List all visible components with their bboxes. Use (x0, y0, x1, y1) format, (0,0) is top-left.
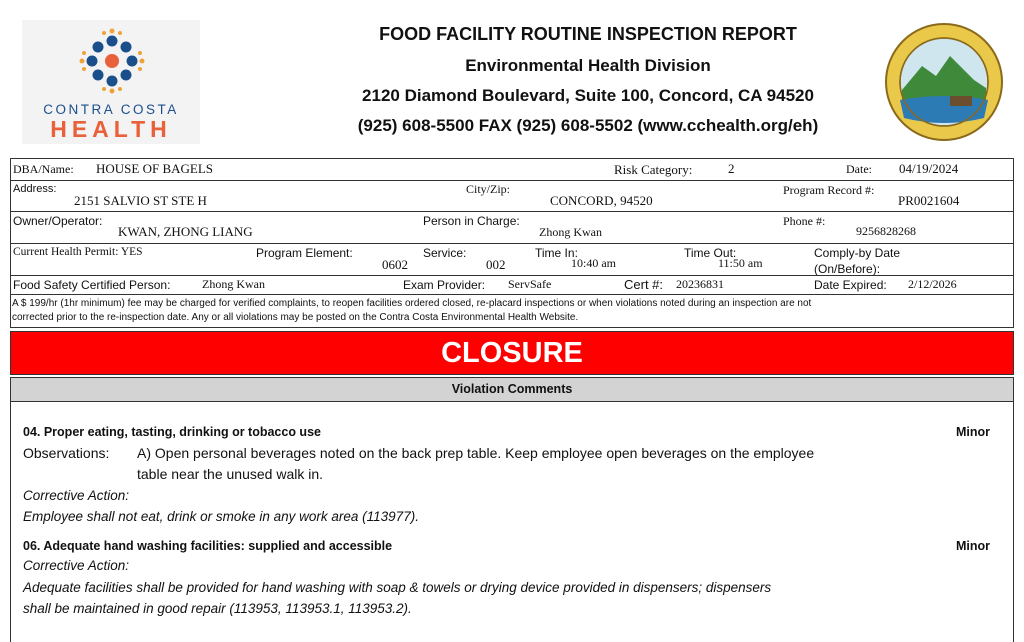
violation-04-title: 04. Proper eating, tasting, drinking or tobacco use (23, 425, 321, 439)
violation-comments-header (10, 377, 1014, 402)
comply-by-label-2: (On/Before): (814, 262, 881, 276)
dba-value: HOUSE OF BAGELS (96, 161, 214, 176)
time-in-label: Time In: (535, 246, 578, 260)
time-in-value: 10:40 am (571, 256, 616, 270)
person-in-charge-value: Zhong Kwan (539, 225, 602, 239)
logo-text-health: HEALTH (50, 116, 172, 142)
violation-06-title: 06. Adequate hand washing facilities: supplied and accessible (23, 539, 393, 553)
phone-value: 9256828268 (856, 224, 916, 238)
violation-06-severity: Minor (955, 539, 990, 553)
phone-label: Phone #: (783, 214, 826, 228)
fee-notice-line-2: corrected prior to the re-inspection date. Any or all violations may be posted on the Contra Costa Environmental Health Website. (12, 312, 579, 323)
city-zip-label: City/Zip: (466, 182, 511, 196)
exam-provider-label: Exam Provider: (403, 278, 486, 292)
city-zip-value: CONCORD, 94520 (550, 193, 653, 208)
division-contact: (925) 608-5500 FAX (925) 608-5502 (www.cchealth.org/eh) (357, 116, 819, 135)
violation-comments-title: Violation Comments (451, 382, 573, 396)
health-permit-label: Current Health Permit: YES (13, 246, 143, 258)
time-out-label: Time Out: (684, 246, 737, 260)
program-element-value: 0602 (382, 257, 408, 272)
report-title: FOOD FACILITY ROUTINE INSPECTION REPORT (379, 24, 797, 44)
person-in-charge-label: Person in Charge: (423, 214, 520, 228)
violation-04-observations-label: Observations: (23, 445, 110, 461)
owner-label: Owner/Operator: (13, 214, 103, 228)
address-label: Address: (13, 183, 57, 195)
violation-06-corrective-action-label: Corrective Action: (23, 558, 130, 573)
risk-category-value: 2 (728, 161, 735, 176)
service-label: Service: (423, 246, 467, 260)
owner-value: KWAN, ZHONG LIANG (118, 224, 253, 239)
program-record-value: PR0021604 (898, 193, 960, 208)
fee-notice-line-1: A $ 199/hr (1hr minimum) fee may be charged for verified complaints, to reopen facilities ordered closed, re-placard inspections or when violations noted during an inspection are not (12, 298, 812, 309)
program-element-label: Program Element: (256, 246, 353, 260)
service-value: 002 (486, 257, 506, 272)
violation-04-observation-line-1: A) Open personal beverages noted on the back prep table. Keep employee open beverages on the employee (137, 445, 815, 461)
program-record-label: Program Record #: (783, 183, 875, 197)
certified-person-label: Food Safety Certified Person: (13, 278, 171, 292)
violation-04-corrective-action-label: Corrective Action: (23, 488, 130, 503)
violation-04-severity: Minor (955, 425, 990, 439)
comments-right-border (1013, 402, 1014, 642)
date-label: Date: (846, 162, 872, 176)
date-value: 04/19/2024 (899, 161, 959, 176)
closure-status-text: CLOSURE (441, 337, 583, 369)
dba-label: DBA/Name: (13, 162, 74, 176)
date-expired-value: 2/12/2026 (908, 277, 957, 291)
violation-06-corrective-action-line-2: shall be maintained in good repair (113953, 113953.1, 113953.2). (23, 601, 412, 616)
address-value: 2151 SALVIO ST STE H (74, 193, 207, 208)
exam-provider-value: ServSafe (508, 277, 552, 291)
violation-06-corrective-action-line-1: Adequate facilities shall be provided for hand washing with soap & towels or drying device provided in dispensers; dispensers (23, 580, 772, 595)
division-name: Environmental Health Division (465, 56, 711, 75)
violation-04-observation-line-2: table near the unused walk in. (137, 466, 324, 482)
comments-left-border (10, 402, 11, 642)
time-out-value: 11:50 am (718, 256, 763, 270)
date-expired-label: Date Expired: (814, 278, 887, 292)
comply-by-label: Comply-by Date (814, 246, 901, 260)
logo-text-contra-costa: CONTRA COSTA (43, 102, 179, 117)
cert-number-label: Cert #: (624, 277, 664, 292)
risk-category-label: Risk Category: (614, 162, 693, 177)
cert-number-value: 20236831 (676, 277, 724, 291)
certified-person-value: Zhong Kwan (202, 277, 265, 291)
violation-04-corrective-action-text: Employee shall not eat, drink or smoke in any work area (113977). (23, 509, 419, 524)
division-address: 2120 Diamond Boulevard, Suite 100, Concord, CA 94520 (362, 86, 814, 105)
closure-banner (10, 331, 1014, 375)
county-seal (884, 22, 1004, 142)
